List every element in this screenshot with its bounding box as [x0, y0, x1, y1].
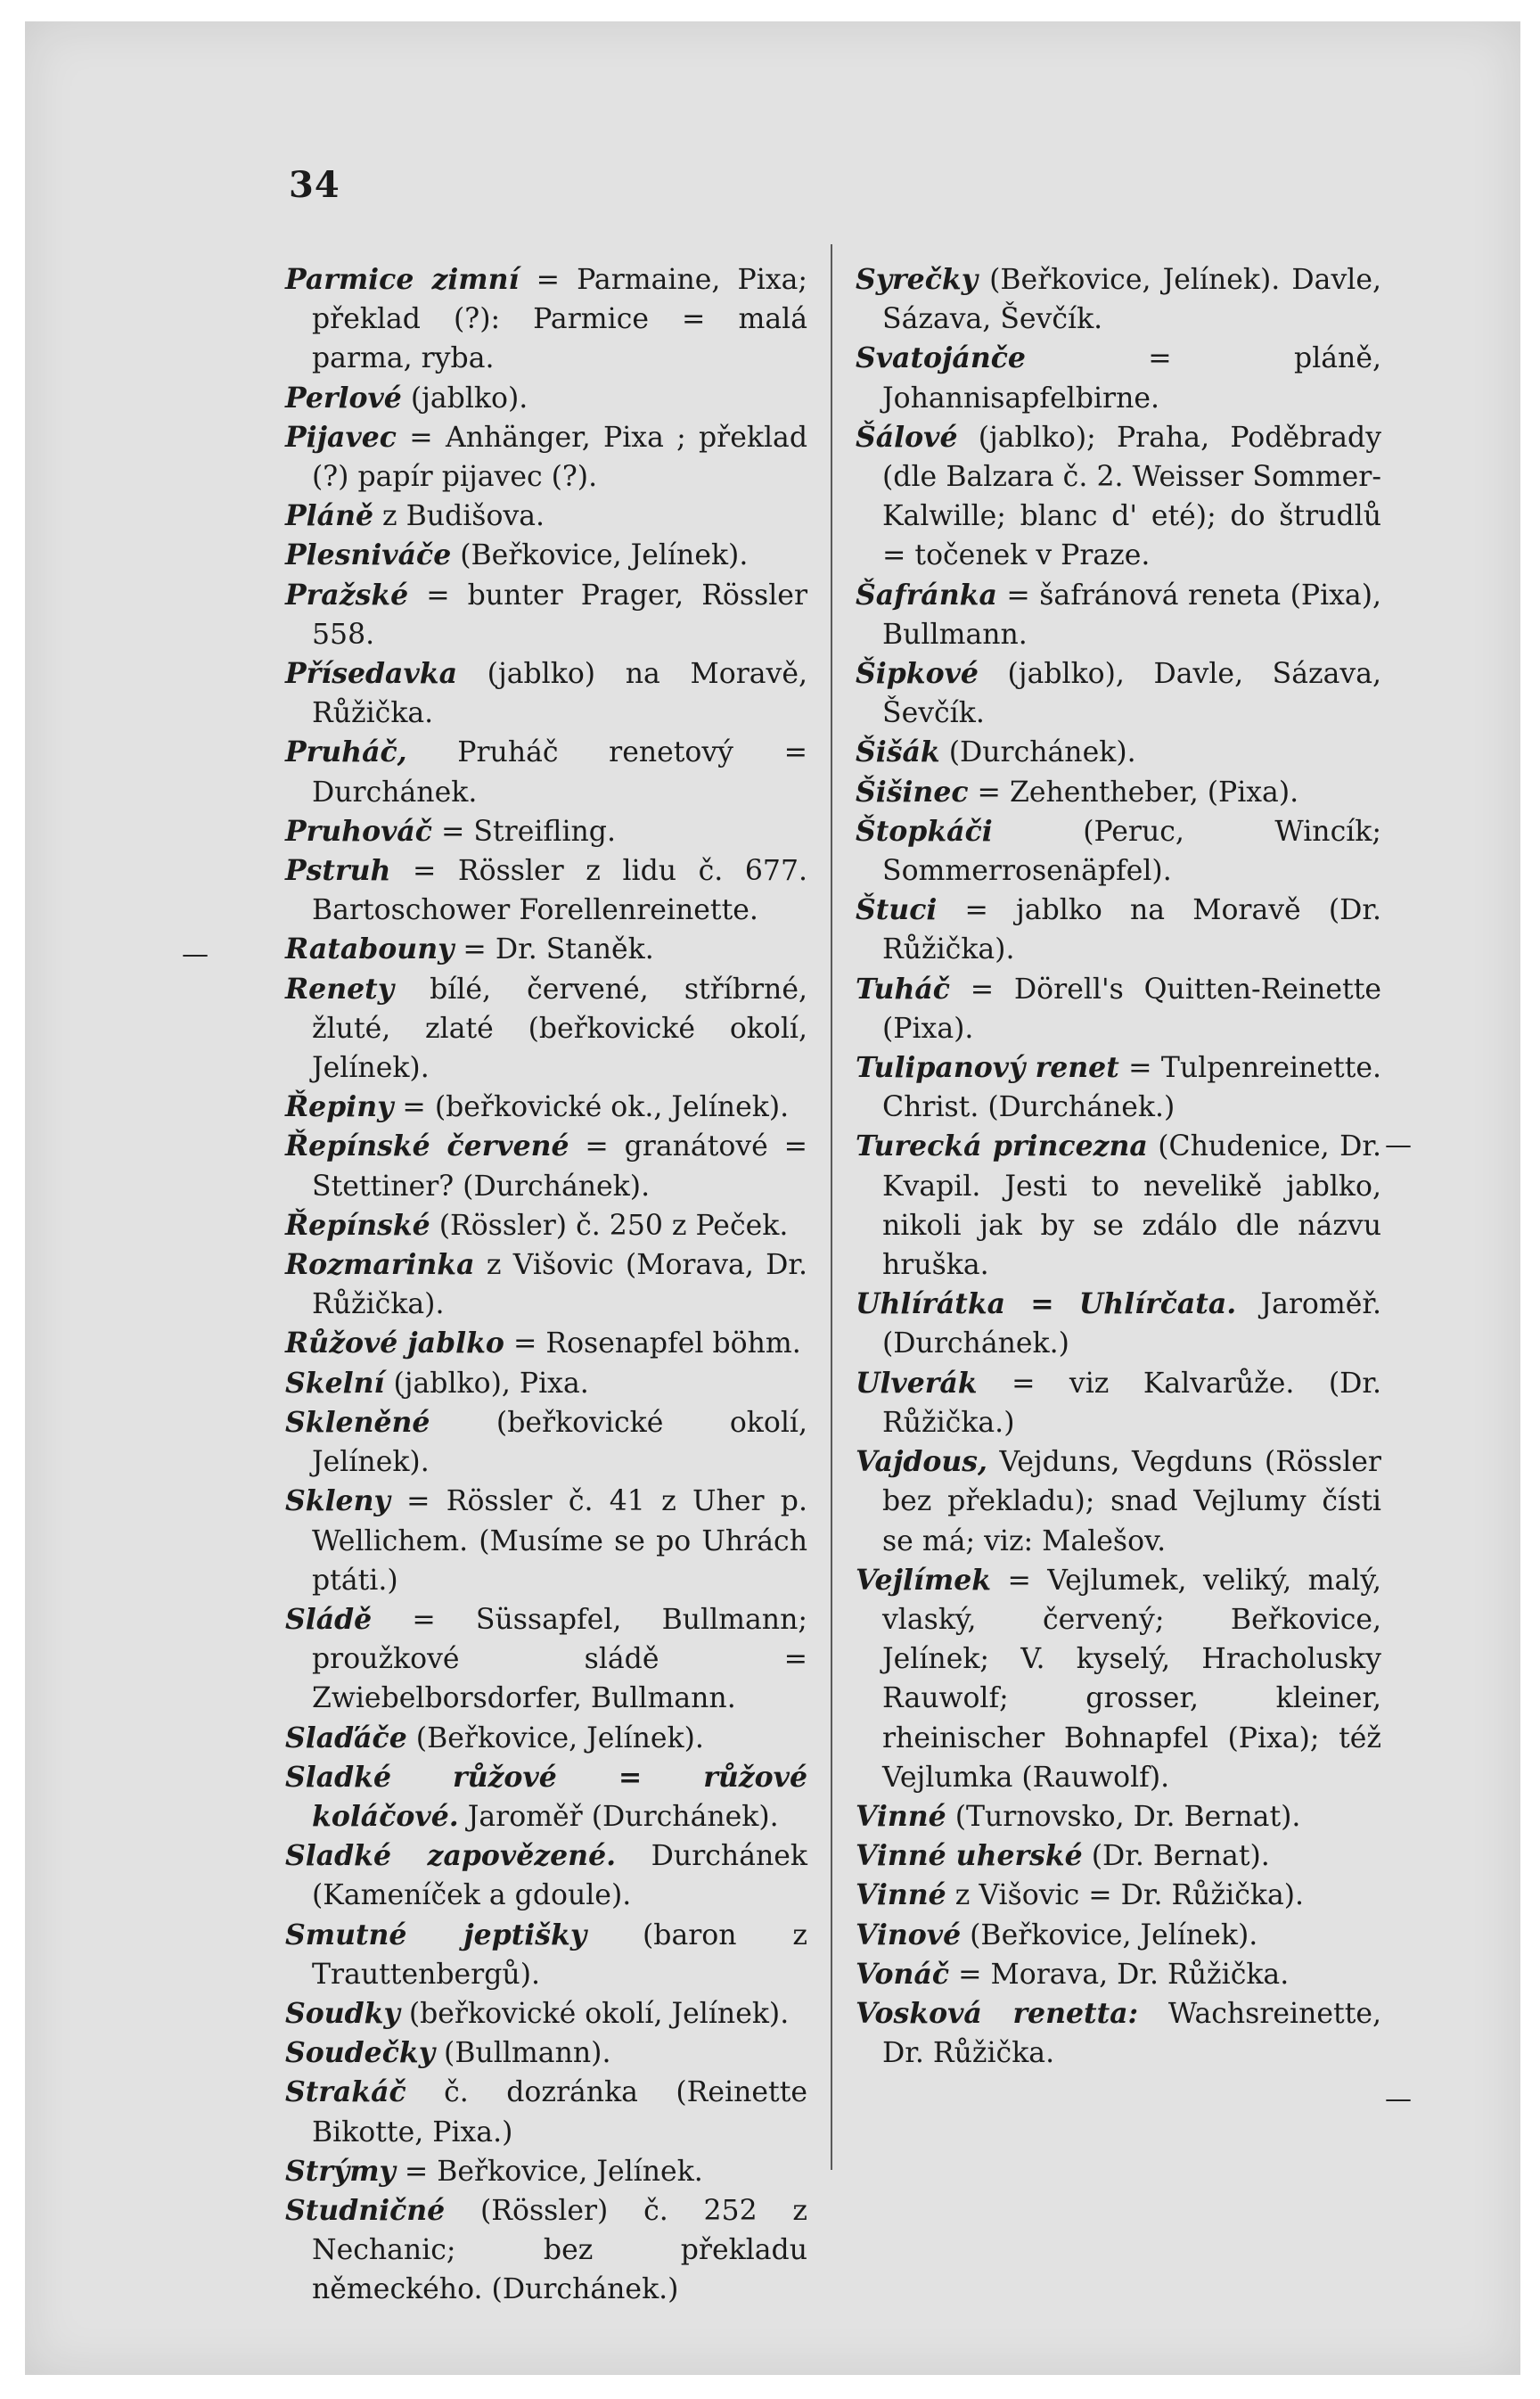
entry-headword: Vinné uherské — [856, 1839, 1083, 1873]
dictionary-entry — [285, 1403, 807, 1482]
dictionary-entry — [285, 1600, 807, 1719]
entry-headword: Plesniváče — [285, 538, 452, 572]
dictionary-entry — [285, 812, 807, 851]
dictionary-entry — [285, 576, 807, 654]
entry-headword: Štopkáči — [856, 814, 993, 848]
entry-headword: Soudečky — [285, 2036, 436, 2070]
entry-text: (Peruc, Wincík; Sommerrosenäpfel). — [882, 815, 1381, 888]
entry-headword: Růžové jablko — [285, 1327, 504, 1360]
entry-text: (jablko), Davle, Sázava, Ševčík. — [882, 658, 1381, 730]
dictionary-entry — [856, 773, 1381, 812]
dictionary-entry — [285, 970, 807, 1089]
dictionary-entry — [285, 1836, 807, 1915]
entry-text: = viz Kalvarůže. (Dr. Růžička.) — [882, 1367, 1381, 1439]
entry-headword: Řepínské červené — [285, 1130, 569, 1163]
entry-text: = bunter Prager, Rössler 558. — [312, 579, 807, 651]
dictionary-entry — [856, 1442, 1381, 1561]
margin-mark: — — [1385, 1130, 1412, 1161]
entry-text: = Dörell's Quitten-Reinette (Pixa). — [882, 973, 1381, 1045]
entry-headword: Přísedavka — [285, 657, 457, 691]
entry-text: z Višovic = Dr. Růžička). — [946, 1879, 1305, 1912]
entry-text: = jablko na Moravě (Dr. Růžička). — [882, 894, 1381, 966]
right-column — [856, 260, 1381, 2073]
entry-headword: Sladké růžové = růžové koláčové. — [285, 1760, 807, 1833]
dictionary-entry — [856, 1836, 1381, 1876]
left-column — [285, 260, 807, 2310]
dictionary-entry — [285, 733, 807, 811]
entry-text: = Beřkovice, Jelínek. — [395, 2155, 703, 2188]
dictionary-entry — [285, 2073, 807, 2151]
dictionary-entry — [285, 1324, 807, 1363]
entry-text: Jaroměř. (Durchánek.) — [882, 1288, 1381, 1360]
dictionary-entry — [285, 536, 807, 575]
dictionary-entry — [856, 733, 1381, 772]
entry-headword: Turecká princezna — [856, 1130, 1148, 1163]
entry-text: = Zehentheber, (Pixa). — [968, 776, 1299, 809]
dictionary-entry — [856, 812, 1381, 891]
entry-headword: Ratabouny — [285, 932, 455, 966]
entry-text: = pláně, Johannisapfelbirne. — [882, 342, 1381, 415]
dictionary-entry — [285, 1245, 807, 1324]
entry-headword: Řepiny — [285, 1090, 394, 1124]
entry-text: = Tulpenreinette. Christ. (Durchánek.) — [882, 1052, 1382, 1124]
scanned-page — [25, 21, 1520, 2375]
entry-headword: Soudky — [285, 1996, 400, 2030]
entry-headword: Studničné — [285, 2193, 446, 2227]
dictionary-entry — [856, 1561, 1381, 1797]
dictionary-entry — [856, 339, 1381, 417]
dictionary-entry — [285, 1994, 807, 2033]
entry-text: (baron z Trauttenbergů). — [312, 1918, 807, 1991]
entry-text: č. dozránka (Reinette Bikotte, Pixa.) — [312, 2076, 807, 2148]
entry-headword: Pstruh — [285, 854, 391, 888]
dictionary-entry — [285, 1088, 807, 1127]
dictionary-entry — [285, 1364, 807, 1403]
dictionary-entry — [856, 1048, 1381, 1127]
dictionary-entry — [285, 654, 807, 733]
entry-text: (Beřkovice, Jelínek). Davle, Sázava, Ševčík. — [882, 264, 1381, 336]
dictionary-entry — [285, 2152, 807, 2191]
entry-text: (Beřkovice, Jelínek). — [961, 1918, 1258, 1951]
dictionary-entry — [856, 1364, 1381, 1442]
entry-text: = Anhänger, Pixa ; překlad (?) papír pijavec (?). — [312, 421, 807, 494]
dictionary-entry — [856, 1994, 1381, 2073]
entry-headword: Rozmarinka — [285, 1248, 475, 1282]
entry-headword: Vosková renetta: — [856, 1996, 1139, 2030]
entry-headword: Perlové — [285, 381, 402, 415]
column-divider — [831, 244, 832, 2170]
dictionary-entry — [856, 1955, 1381, 1994]
entry-text: (beřkovické okolí, Jelínek). — [312, 1406, 807, 1479]
entry-text: (jablko) na Moravě, Růžička. — [312, 658, 807, 730]
entry-headword: Pruháč, — [285, 735, 407, 769]
dictionary-entry — [856, 1285, 1381, 1363]
entry-text: (Beřkovice, Jelínek). — [406, 1721, 704, 1754]
entry-headword: Šafránka — [856, 578, 997, 612]
entry-text: z Višovic (Morava, Dr. Růžička). — [312, 1249, 807, 1321]
dictionary-entry — [285, 1916, 807, 1994]
entry-headword: Parmice zimní — [285, 263, 520, 296]
entry-text: = granátové = Stettiner? (Durchánek). — [312, 1130, 807, 1203]
entry-headword: Pijavec — [285, 420, 397, 454]
entry-headword: Vinné — [856, 1799, 946, 1833]
entry-text: (Rössler) č. 250 z Peček. — [430, 1209, 789, 1242]
entry-text: (Durchánek). — [939, 736, 1136, 769]
entry-text: = Dr. Staněk. — [454, 933, 654, 966]
entry-headword: Skleněné — [285, 1405, 430, 1439]
entry-text: = Rössler z lidu č. 677. Bartoschower Forellenreinette. — [312, 855, 807, 927]
entry-headword: Skelní — [285, 1366, 385, 1400]
dictionary-entry — [285, 418, 807, 497]
entry-headword: Sládě — [285, 1602, 373, 1636]
entry-headword: Vinové — [856, 1918, 962, 1951]
entry-text: z Budišova. — [373, 500, 545, 533]
entry-text: (beřkovické okolí, Jelínek). — [399, 1997, 790, 2030]
entry-headword: Sladké zapovězené. — [285, 1839, 617, 1873]
dictionary-entry — [285, 2033, 807, 2073]
entry-headword: Šipkové — [856, 657, 979, 691]
entry-text: = šafránová reneta (Pixa), Bullmann. — [882, 579, 1381, 651]
dictionary-entry — [285, 1206, 807, 1245]
entry-text: = Parmaine, Pixa; překlad (?): Parmice = malá parma, ryba. — [312, 264, 807, 375]
entry-headword: Šišinec — [856, 775, 969, 809]
entry-headword: Tuháč — [856, 972, 950, 1006]
entry-headword: Pražské — [285, 578, 409, 612]
entry-text: = Morava, Dr. Růžička. — [949, 1958, 1290, 1991]
dictionary-entry — [856, 654, 1381, 733]
dictionary-entry — [285, 1758, 807, 1836]
entry-headword: Pruhováč — [285, 814, 432, 848]
entry-headword: Šišák — [856, 735, 940, 769]
entry-text: Jaroměř (Durchánek). — [458, 1800, 779, 1833]
dictionary-entry — [856, 970, 1381, 1048]
entry-headword: Šálové — [856, 420, 958, 454]
entry-text: (Beřkovice, Jelínek). — [451, 539, 749, 572]
entry-text: = Streifling. — [432, 815, 616, 848]
entry-headword: Renety — [285, 972, 395, 1006]
entry-headword: Ulverák — [856, 1366, 978, 1400]
dictionary-entry — [285, 1482, 807, 1600]
entry-text: Durchánek (Kameníček a gdoule). — [312, 1840, 807, 1912]
entry-text: (Bullmann). — [435, 2037, 611, 2070]
dictionary-entry — [856, 891, 1381, 969]
dictionary-entry — [856, 1916, 1381, 1955]
dictionary-entry — [856, 1876, 1381, 1915]
entry-headword: Strakáč — [285, 2075, 406, 2109]
entry-text: (jablko); Praha, Poděbrady (dle Balzara č. 2. Weisser Sommer-Kalwille; blanc d' eté); do štrudlů = točenek v Praze. — [882, 421, 1381, 572]
margin-mark: — — [182, 939, 209, 970]
dictionary-entry — [285, 379, 807, 418]
entry-text: (jablko), Pixa. — [384, 1367, 589, 1400]
entry-headword: Smutné jeptišky — [285, 1918, 587, 1951]
entry-headword: Řepínské — [285, 1208, 430, 1242]
entry-headword: Štuci — [856, 893, 938, 927]
dictionary-entry — [856, 418, 1381, 576]
entry-text: Wachsreinette, Dr. Růžička. — [882, 1997, 1382, 2070]
entry-text: = (beřkovické ok., Jelínek). — [393, 1091, 790, 1124]
entry-text: (jablko). — [401, 382, 528, 415]
entry-text: = Rössler č. 41 z Uher p. Wellichem. (Musíme se po Uhrách ptáti.) — [312, 1485, 807, 1597]
dictionary-entry — [285, 2191, 807, 2310]
dictionary-entry — [285, 930, 807, 969]
entry-headword: Slaďáče — [285, 1721, 407, 1754]
dictionary-entry — [856, 576, 1381, 654]
dictionary-entry — [285, 260, 807, 379]
entry-text: (Rössler) č. 252 z Nechanic; bez překladu německého. (Durchánek.) — [312, 2194, 807, 2306]
entry-headword: Vejlímek — [856, 1563, 992, 1597]
entry-headword: Vinné — [856, 1878, 946, 1912]
entry-headword: Syrečky — [856, 263, 978, 296]
entry-text: Vejduns, Vegduns (Rössler bez překladu); snad Vejlumy čísti se má; viz: Malešov. — [882, 1446, 1381, 1557]
page-number: 34 — [289, 164, 340, 206]
entry-text: Pruháč renetový = Durchánek. — [312, 736, 807, 809]
entry-headword: Skleny — [285, 1484, 390, 1518]
entry-headword: Strýmy — [285, 2154, 396, 2188]
entry-text: (Turnovsko, Dr. Bernat). — [946, 1800, 1301, 1833]
dictionary-entry — [856, 1797, 1381, 1836]
entry-headword: Uhlírátka = Uhlírčata. — [856, 1287, 1237, 1321]
entry-text: (Chudenice, Dr. Kvapil. Jesti to nevelikě jablko, nikoli jak by se zdálo dle názvu hruška. — [882, 1130, 1381, 1282]
dictionary-entry — [285, 851, 807, 930]
entry-headword: Vonáč — [856, 1957, 950, 1991]
dictionary-entry — [856, 1127, 1381, 1285]
entry-text: = Süssapfel, Bullmann; proužkové sládě = Zwiebelborsdorfer, Bullmann. — [312, 1603, 807, 1715]
entry-headword: Tulipanový renet — [856, 1051, 1119, 1085]
dictionary-entry — [285, 497, 807, 536]
entry-text: (Dr. Bernat). — [1082, 1840, 1270, 1873]
entry-text: = Vejlumek, veliký, malý, vlaský, červený; Beřkovice, Jelínek; V. kyselý, Hracholusky Rauwolf; grosser, kleiner, rheinischer Bohnapfel (Pixa); též Vejlumka (Rauwolf). — [882, 1564, 1381, 1794]
dictionary-entry — [285, 1127, 807, 1205]
entry-text: = Rosenapfel böhm. — [504, 1327, 801, 1360]
entry-text: bílé, červené, stříbrné, žluté, zlaté (beřkovické okolí, Jelínek). — [312, 973, 807, 1085]
entry-headword: Svatojánče — [856, 341, 1026, 375]
entry-headword: Vajdous, — [856, 1445, 987, 1479]
entry-headword: Pláně — [285, 499, 374, 533]
dictionary-entry — [285, 1719, 807, 1758]
dictionary-entry — [856, 260, 1381, 339]
margin-mark: — — [1385, 2083, 1412, 2115]
